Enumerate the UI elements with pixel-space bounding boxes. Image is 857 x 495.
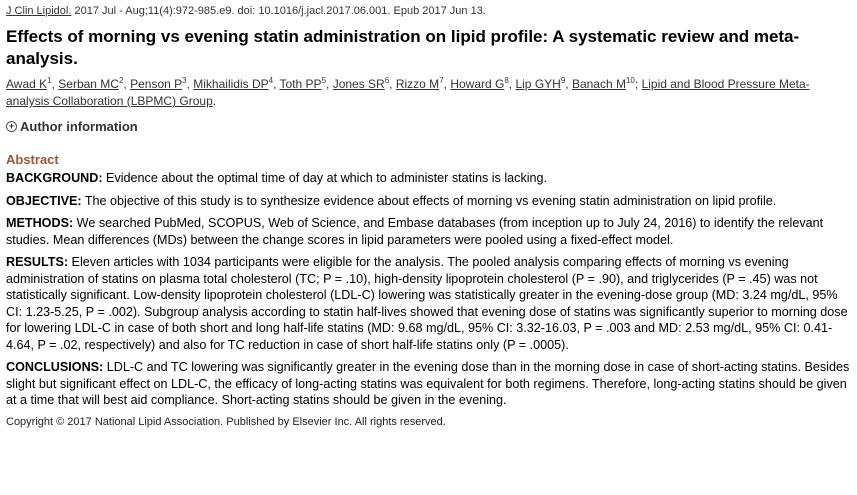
author-affiliation: 3 xyxy=(182,76,187,85)
author-link[interactable]: Banach M xyxy=(571,77,626,91)
author-link[interactable]: Mikhailidis DP xyxy=(193,77,269,91)
author-affiliation: 5 xyxy=(321,76,327,85)
author-affiliation: 2 xyxy=(118,76,124,85)
abstract-conclusions xyxy=(6,359,851,409)
section-text: Eleven articles with 1034 participants were eligible for the analysis. The pooled analysis comparing effects of morning vs evening administration of statins on plasma total cholesterol (TC; P = .10), high-density lipoprotein cholesterol (P = .90), and triglycerides (P = .45) was not statistically significant. Low-density lipoprotein cholesterol (LDL-C) lowering was statistically greater in the evening-dose group (MD: 3.24 mg/dL, 95% CI: 1.23-5.25, P = .002). Subgroup analysis according to statin half-lives showed that evening dose of statins was significantly superior to morning dose for lowering LDL-C in case of both short and long half-life statins (MD: 9.68 mg/dL, 95% CI: 3.32-16.03, P = .003 and MD: 2.53 mg/dL, 95% CI: 0.41-4.64, P = .02, respectively) and also for TC reduction in case of short half-life statins only (P = .0005). xyxy=(6,255,848,352)
section-text: LDL-C and TC lowering was significantly greater in the evening dose than in the morning dose in case of short-acting statins. Besides slight but significant effect on LDL-C, the efficacy of long-acting statins was equivalent for both regimens. Therefore, long-acting statins should be given at a time that will best aid compliance. Short-acting statins should be given in the evening. xyxy=(6,360,850,407)
abstract-results xyxy=(6,254,851,353)
author-affiliation: 1 xyxy=(47,76,52,85)
section-label: BACKGROUND: xyxy=(6,171,103,185)
author-information-label: Author information xyxy=(20,119,138,134)
author-affiliation: 7 xyxy=(439,76,444,85)
abstract-background xyxy=(6,170,851,187)
section-text: We searched PubMed, SCOPUS, Web of Science, and Embase databases (from inception up to July 24, 2016) to identify the relevant studies. Mean differences (MDs) between the change scores in lipid parameters were pooled using a fixed-effect model. xyxy=(6,216,824,247)
article-title: Effects of morning vs evening statin administration on lipid profile: A systematic review and meta-analysis. xyxy=(6,27,800,68)
author-affiliation: 4 xyxy=(268,76,274,85)
section-text: The objective of this study is to synthesize evidence about effects of morning vs evening statin administration on lipid profile. xyxy=(81,193,777,208)
author-affiliation: 10 xyxy=(625,76,635,85)
journal-link[interactable]: J Clin Lipidol. xyxy=(6,5,72,17)
citation-line xyxy=(6,4,849,18)
section-label: RESULTS: xyxy=(6,255,69,269)
abstract-heading: Abstract xyxy=(6,152,59,167)
citation-details: 2017 Jul - Aug;11(4):972-985.e9. doi: 10.1016/j.jacl.2017.06.001. Epub 2017 Jun 13. xyxy=(71,5,486,17)
author-affiliation: 6 xyxy=(384,76,390,85)
section-label: CONCLUSIONS: xyxy=(6,360,104,374)
plus-circle-icon: + xyxy=(6,121,17,132)
author-affiliation: 8 xyxy=(504,76,509,85)
section-label: OBJECTIVE: xyxy=(6,193,82,208)
section-label: METHODS: xyxy=(6,216,74,230)
abstract-objective xyxy=(6,193,851,210)
author-link[interactable]: Penson P xyxy=(130,77,183,91)
author-link[interactable]: Toth PP xyxy=(279,77,322,91)
copyright-notice: Copyright © 2017 National Lipid Association. Published by Elsevier Inc. All rights reserved. xyxy=(6,415,446,428)
author-link[interactable]: Awad K xyxy=(6,77,48,91)
author-information-toggle[interactable] xyxy=(6,118,849,135)
abstract-methods xyxy=(6,215,851,248)
author-link[interactable]: Rizzo M xyxy=(395,77,440,91)
author-link[interactable]: Jones SR xyxy=(332,77,385,91)
author-link[interactable]: Serban MC xyxy=(58,77,119,91)
author-link[interactable]: Howard G xyxy=(450,77,505,91)
author-list: Awad $K^1$, Serban $MC^2$, Penson $P^3$, Mikhailidis $DP^4$, Toth $PP^5$, Jones $SR^6$, Rizzo $M^7$, Howard $G^8$, Lip GYH$^9$, Banach $M^{10}$; Lipid and Blood Pressure Meta-analysis Collaboration (LBPMC) Group. xyxy=(6,76,810,108)
author-affiliation: 9 xyxy=(560,76,566,85)
section-text: Evidence about the optimal time of day at which to administer statins is lacking. xyxy=(102,171,548,185)
author-link[interactable]: Lip GYH xyxy=(515,77,561,91)
collaboration-group-link[interactable]: Lipid and Blood Pressure Meta-analysis Collaboration (LBPMC) Group xyxy=(6,77,810,108)
